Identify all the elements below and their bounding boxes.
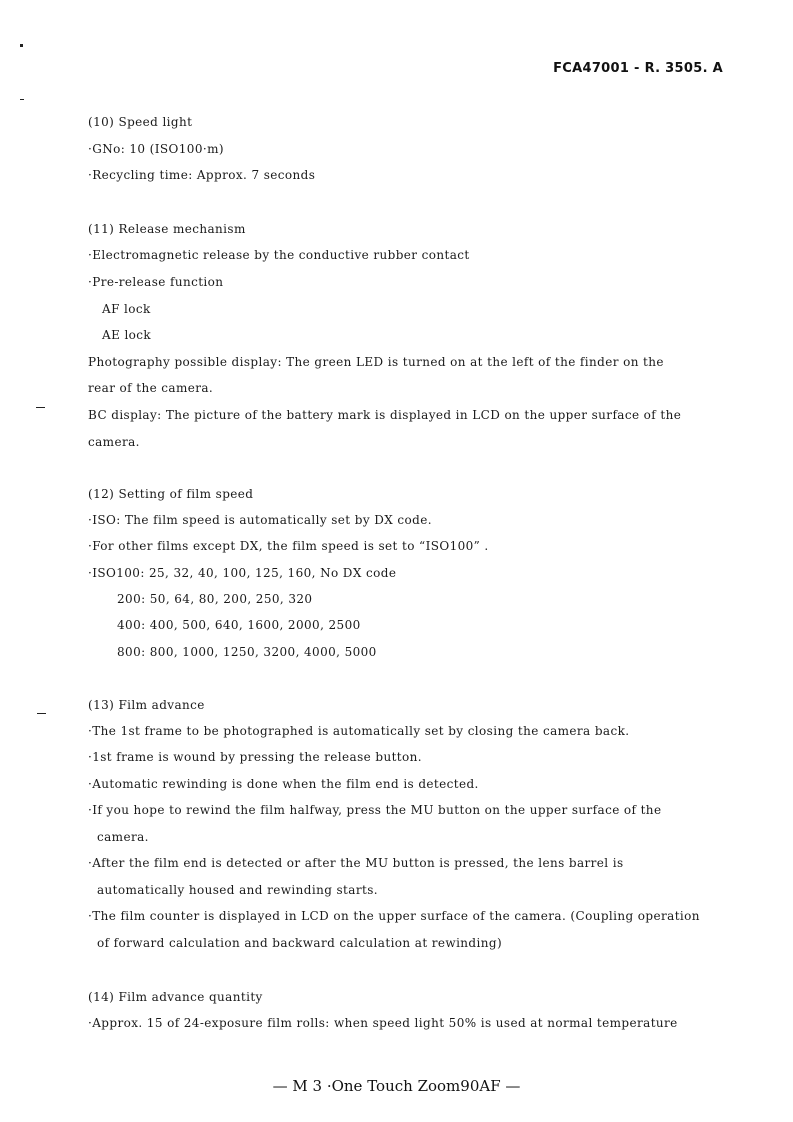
- text-line: ·For other films except DX, the film speed is set to “ISO100” .: [88, 539, 489, 553]
- document-id: FCA47001 - R. 3505. A: [553, 61, 723, 76]
- text-line: ·Recycling time: Approx. 7 seconds: [88, 168, 316, 182]
- text-line: 400: 400, 500, 640, 1600, 2000, 2500: [117, 618, 361, 632]
- section-title-film-speed: (12) Setting of film speed: [88, 487, 254, 501]
- scan-speck: [20, 99, 24, 100]
- text-line: AF lock: [102, 302, 151, 316]
- text-line: ·GNo: 10 (ISO100·m): [88, 142, 224, 156]
- section-title-film-advance: (13) Film advance: [88, 698, 205, 712]
- scan-speck: [37, 713, 46, 714]
- text-line: ·If you hope to rewind the film halfway, press the MU button on the upper surface of the: [88, 803, 662, 817]
- text-line: of forward calculation and backward calculation at rewinding): [97, 936, 503, 950]
- text-line: ·After the film end is detected or after the MU button is pressed, the lens barrel is: [88, 856, 624, 870]
- text-line: 200: 50, 64, 80, 200, 250, 320: [117, 592, 313, 606]
- text-line: ·ISO: The film speed is automatically set by DX code.: [88, 513, 432, 527]
- text-line: ·ISO100: 25, 32, 40, 100, 125, 160, No DX code: [88, 566, 397, 580]
- text-line: rear of the camera.: [88, 381, 214, 395]
- text-line: ·1st frame is wound by pressing the release button.: [88, 750, 422, 764]
- text-line: ·Electromagnetic release by the conductive rubber contact: [88, 248, 470, 262]
- scan-speck: [36, 407, 45, 408]
- text-line: ·The film counter is displayed in LCD on the upper surface of the camera. (Coupling operation: [88, 909, 700, 923]
- text-line: ·Approx. 15 of 24-exposure film rolls: when speed light 50% is used at normal temperature: [88, 1016, 678, 1030]
- section-title-release-mechanism: (11) Release mechanism: [88, 222, 246, 236]
- page-footer: — M 3 ·One Touch Zoom90AF —: [272, 1077, 521, 1095]
- section-title-speed-light: (10) Speed light: [88, 115, 193, 129]
- text-line: camera.: [88, 435, 140, 449]
- text-line: ·Automatic rewinding is done when the film end is detected.: [88, 777, 479, 791]
- text-line: Photography possible display: The green LED is turned on at the left of the finder on the: [88, 355, 664, 369]
- scan-speck: [20, 44, 23, 47]
- text-line: ·The 1st frame to be photographed is automatically set by closing the camera back.: [88, 724, 630, 738]
- text-line: camera.: [97, 830, 149, 844]
- text-line: 800: 800, 1000, 1250, 3200, 4000, 5000: [117, 645, 377, 659]
- text-line: BC display: The picture of the battery mark is displayed in LCD on the upper surface of the: [88, 408, 682, 422]
- text-line: AE lock: [102, 328, 152, 342]
- text-line: automatically housed and rewinding starts.: [97, 883, 378, 897]
- section-title-film-advance-quantity: (14) Film advance quantity: [88, 990, 263, 1004]
- text-line: ·Pre-release function: [88, 275, 224, 289]
